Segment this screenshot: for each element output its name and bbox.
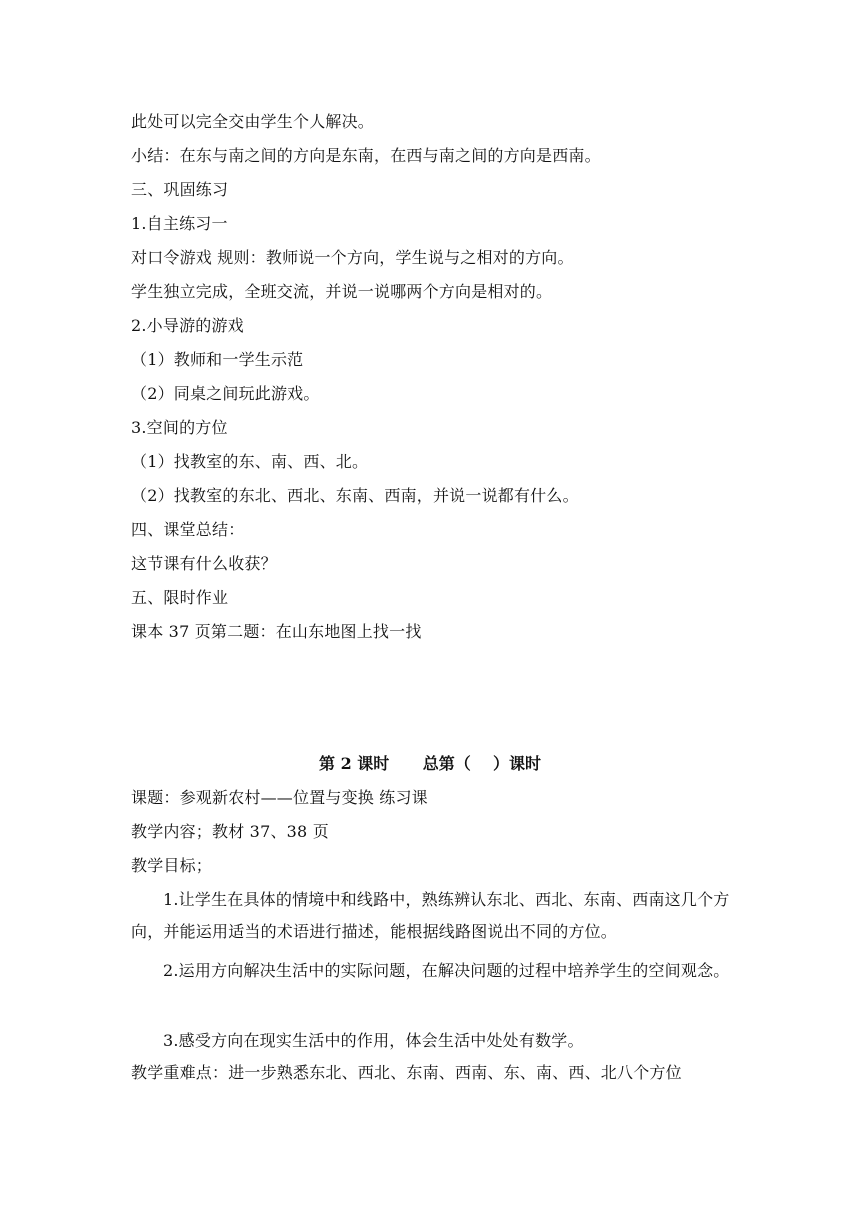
lesson-content: 教学内容；教材 37、38 页 [131, 822, 329, 841]
text-line: 1.自主练习一 [131, 214, 228, 233]
text-line: 这节课有什么收获？ [131, 554, 277, 573]
text-line: （1）教师和一学生示范 [131, 350, 304, 369]
summary-line: 小结：在东与南之间的方向是东南，在西与南之间的方向是西南。 [131, 146, 601, 165]
lesson-heading: 第 2 课时 总第（ ）课时 [319, 754, 541, 773]
text-line: 学生独立完成，全班交流，并说一说哪两个方向是相对的。 [131, 282, 553, 301]
text-line: 2.小导游的游戏 [131, 316, 244, 335]
goals-label: 教学目标； [131, 856, 213, 875]
text-line: （2）同桌之间玩此游戏。 [131, 384, 320, 403]
lesson-topic: 课题：参观新农村——位置与变换 练习课 [131, 788, 428, 807]
text-line: （2）找教室的东北、西北、东南、西南，并说一说都有什么。 [131, 486, 579, 505]
section-heading-summary: 四、课堂总结： [131, 520, 245, 539]
goal-3: 3.感受方向在现实生活中的作用，体会生活中处处有数学。 [163, 1031, 584, 1050]
section-heading-homework: 五、限时作业 [131, 588, 229, 607]
goal-2: 2.运用方向解决生活中的实际问题，在解决问题的过程中培养学生的空间观念。 [163, 961, 730, 980]
text-line: 3.空间的方位 [131, 418, 228, 437]
text-line: 对口令游戏 规则：教师说一个方向，学生说与之相对的方向。 [131, 248, 574, 267]
text-line: 课本 37 页第二题：在山东地图上找一找 [131, 622, 422, 641]
key-points: 教学重难点：进一步熟悉东北、西北、东南、西南、东、南、西、北八个方位 [131, 1063, 682, 1082]
section-heading-practice: 三、巩固练习 [131, 180, 229, 199]
goal-1: 1.让学生在具体的情境中和线路中，熟练辨认东北、西北、东南、西南这几个方向，并能运用适当的术语进行描述，能根据线路图说出不同的方位。 [131, 890, 730, 941]
text-line: （1）找教室的东、南、西、北。 [131, 452, 369, 471]
text-line: 此处可以完全交由学生个人解决。 [131, 112, 375, 131]
